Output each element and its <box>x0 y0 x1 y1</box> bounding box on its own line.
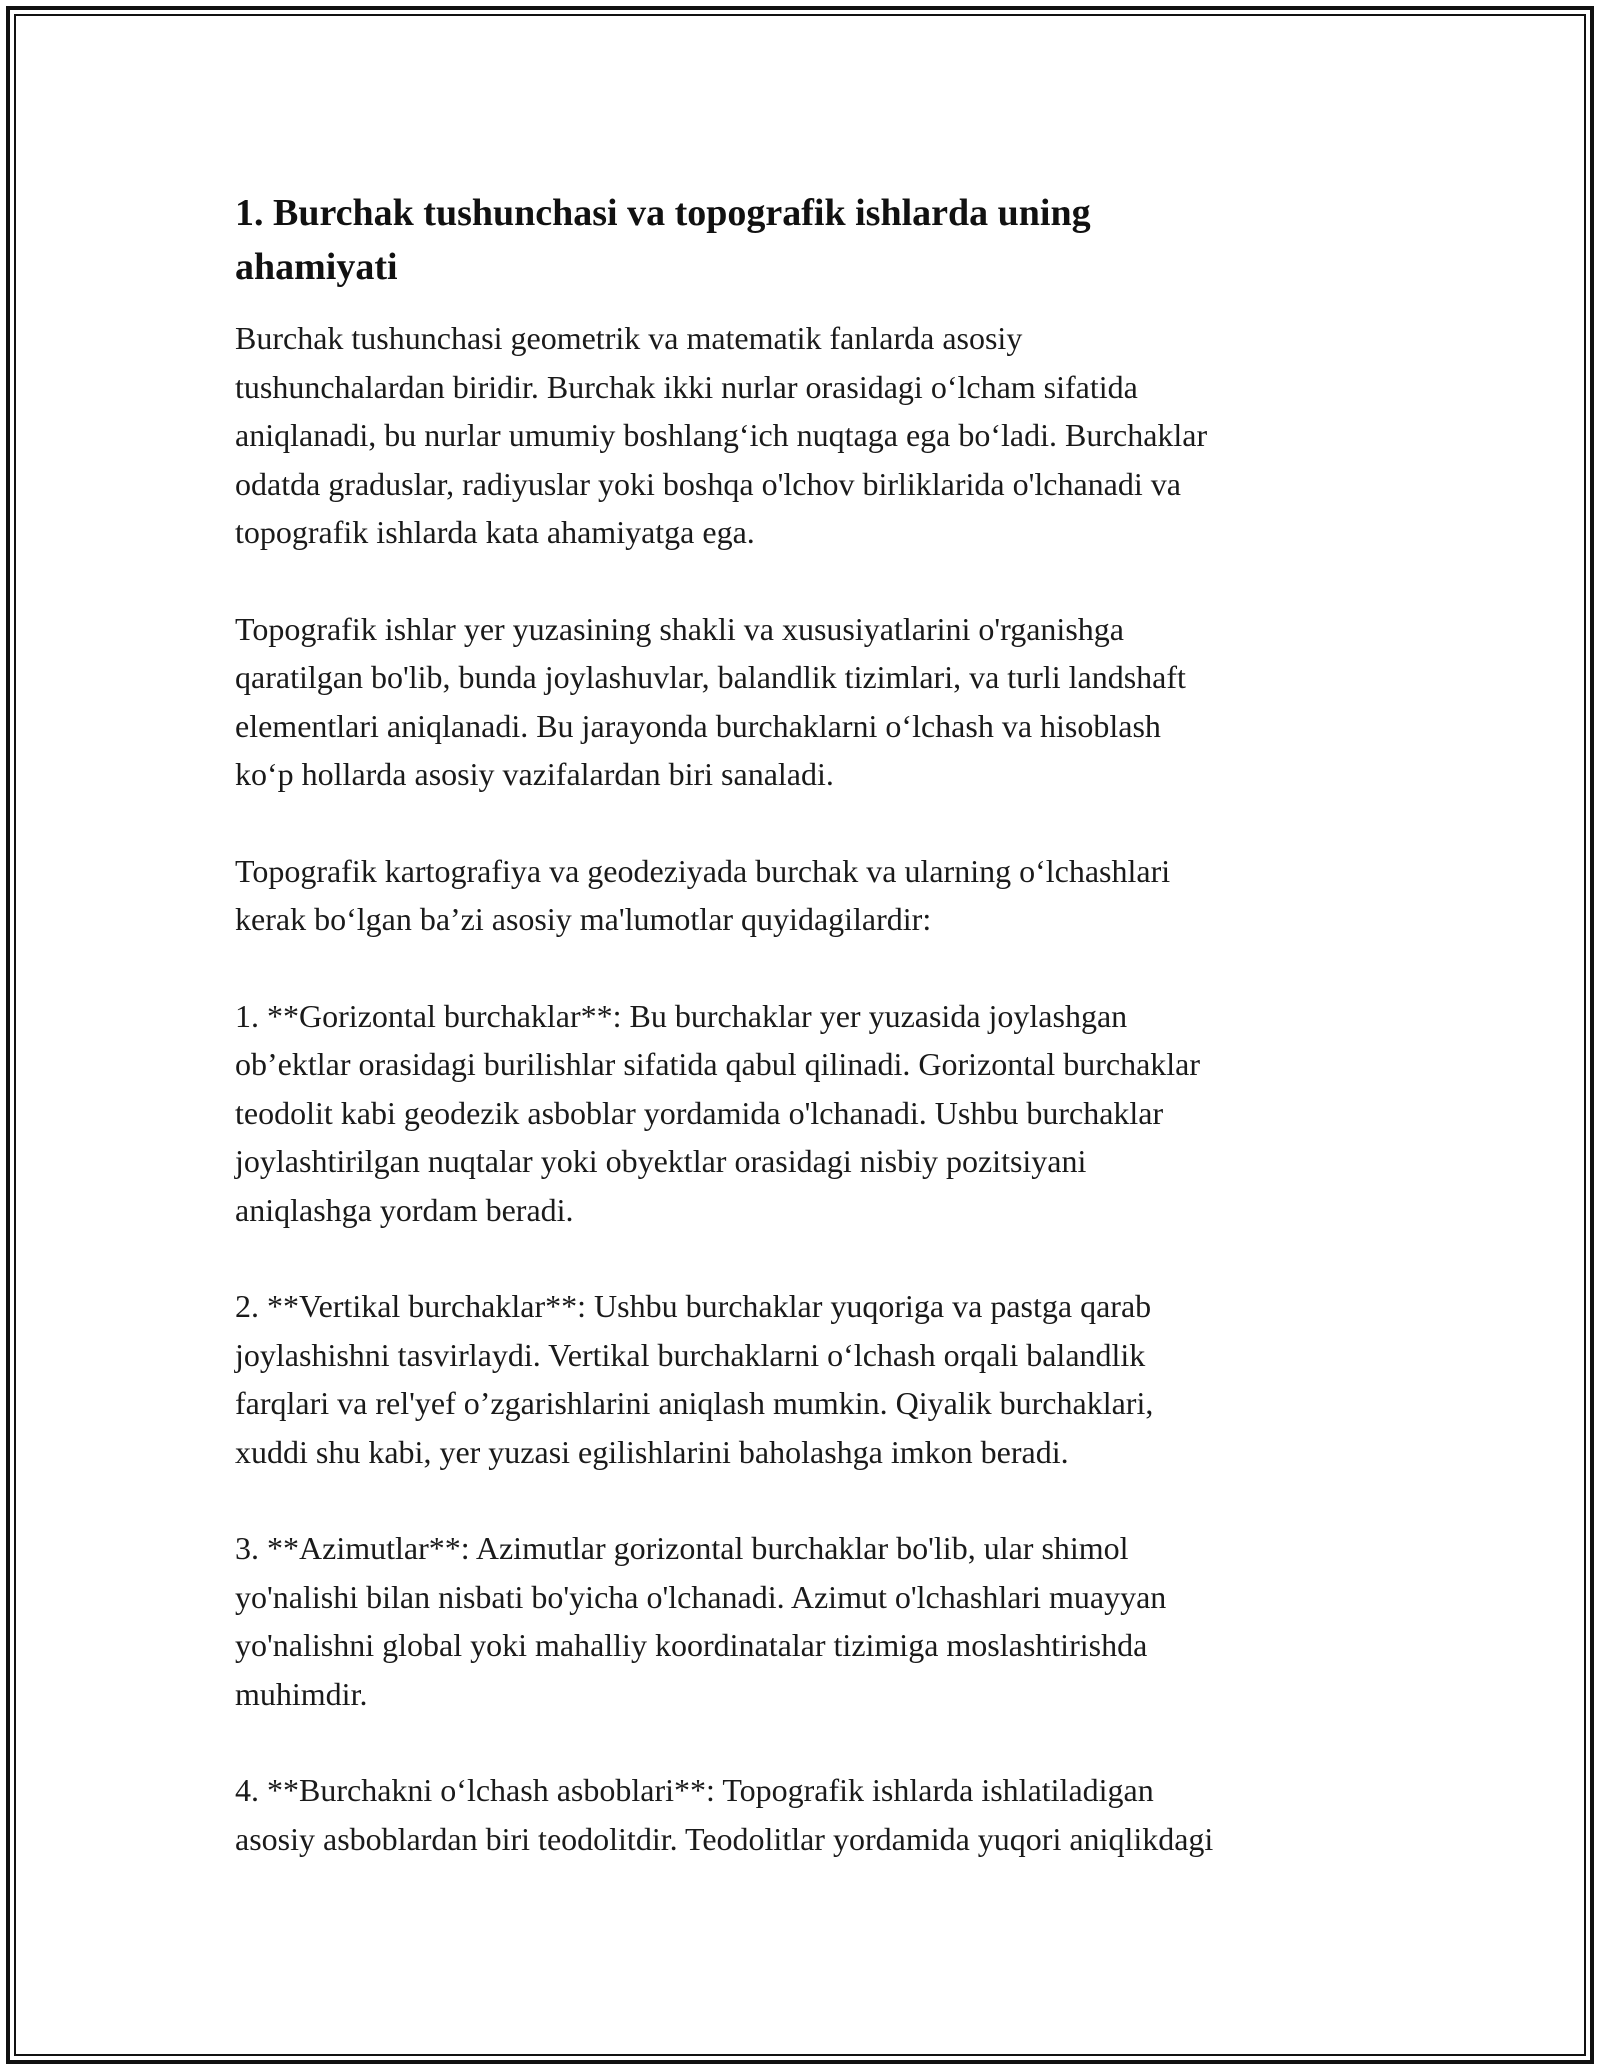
section-heading: 1. Burchak tushunchasi va topografik ishlarda uning ahamiyati <box>235 192 1091 288</box>
paragraph-topographic-works: Topografik ishlar yer yuzasining shakli va xususiyatlarini o'rganishga qaratilgan bo'lib, bunda joylashuvlar, balandlik tizimlari, va turli landshaft elementlari aniqlanadi. Bu jarayonda burchaklarni o‘lchash va hisoblash ko‘p hollarda asosiy vazifalardan biri sanaladi. <box>235 610 1186 792</box>
list-item-horizontal-angles: 1. **Gorizontal burchaklar**: Bu burchaklar yer yuzasida joylashgan ob’ektlar orasidagi burilishlar sifatida qabul qilinadi. Gorizontal burchaklar teodolit kabi geodezik asboblar yordamida o'lchanadi. Ushbu burchaklar joylashtirilgan nuqtalar yoki obyektlar orasidagi nisbiy pozitsiyani aniqlashga yordam beradi. <box>235 997 1201 1228</box>
list-item-vertical-angles: 2. **Vertikal burchaklar**: Ushbu burchaklar yuqoriga va pastga qarab joylashishni tasvirlaydi. Vertikal burchaklarni o‘lchash orqali balandlik farqlari va rel'yef o’zgarishlarini aniqlash mumkin. Qiyalik burchaklari, xuddi shu kabi, yer yuzasi egilishlarini baholashga imkon beradi. <box>235 1288 1154 1470</box>
document-body <box>235 186 1395 1911</box>
list-item-measuring-instruments: 4. **Burchakni o‘lchash asboblari**: Topografik ishlarda ishlatiladigan asosiy asboblardan biri teodolitdir. Teodolitlar yordamida yuqori aniqlikdagi <box>235 1772 1214 1857</box>
paragraph-intro: Burchak tushunchasi geometrik va matematik fanlarda asosiy tushunchalardan biridir. Burchak ikki nurlar orasidagi o‘lcham sifatida aniqlanadi, bu nurlar umumiy boshlang‘ich nuqtaga ega bo‘ladi. Burchaklar odatda graduslar, radiyuslar yoki boshqa o'lchov birliklarida o'lchanadi va topografik ishlarda kata ahamiyatga ega. <box>235 320 1208 550</box>
paragraph-key-info-intro: Topografik kartografiya va geodeziyada burchak va ularning o‘lchashlari kerak bo‘lgan ba’zi asosiy ma'lumotlar quyidagilardir: <box>235 852 1171 937</box>
list-item-azimuths: 3. **Azimutlar**: Azimutlar gorizontal burchaklar bo'lib, ular shimol yo'nalishi bilan nisbati bo'yicha o'lchanadi. Azimut o'lchashlari muayyan yo'nalishni global yoki mahalliy koordinatalar tizimiga moslashtirishda muhimdir. <box>235 1530 1167 1712</box>
